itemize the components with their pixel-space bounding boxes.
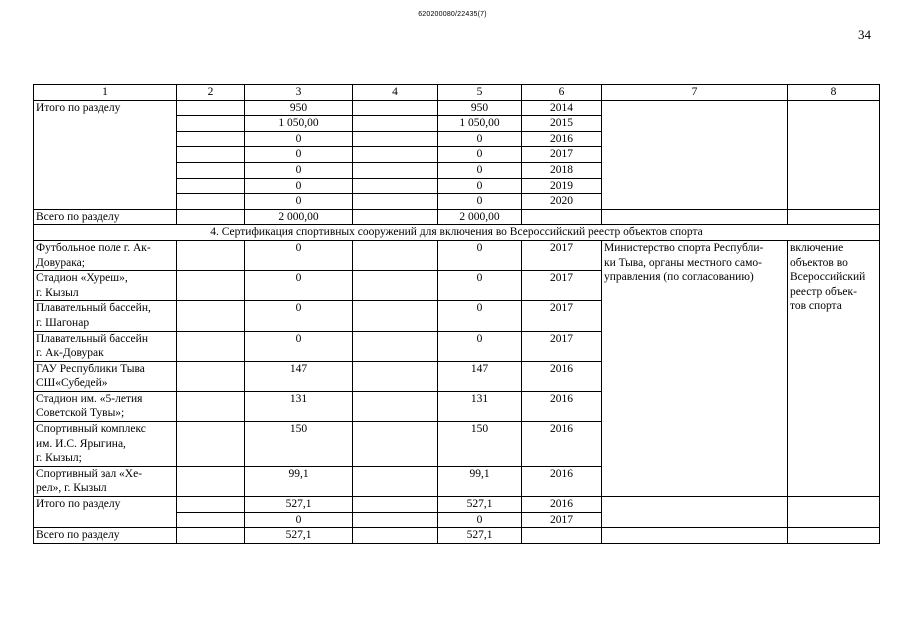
table-cell — [602, 528, 788, 544]
page-number: 34 — [858, 27, 871, 42]
table-cell: 0 — [438, 162, 522, 178]
object-name: Стадион «Хуреш», г. Кызыл — [34, 271, 177, 301]
table-cell — [788, 528, 880, 544]
table-cell: 99,1 — [245, 466, 353, 496]
col-header: 1 — [34, 85, 177, 101]
table-row — [34, 528, 880, 544]
table-cell: 1 050,00 — [245, 116, 353, 132]
table-cell — [353, 466, 438, 496]
table-cell — [353, 194, 438, 210]
col-header: 3 — [245, 85, 353, 101]
col-header: 5 — [438, 85, 522, 101]
table-cell: 527,1 — [438, 528, 522, 544]
table-cell — [602, 497, 788, 528]
table-cell — [353, 361, 438, 391]
table-cell: 950 — [245, 100, 353, 116]
document-id: 620200080/22435(7) — [418, 11, 487, 18]
table-cell: 147 — [438, 361, 522, 391]
table-cell: 0 — [245, 331, 353, 361]
table-cell — [353, 271, 438, 301]
table-cell — [177, 497, 245, 513]
table-cell — [353, 512, 438, 528]
table-cell: 131 — [245, 391, 353, 421]
table-row — [34, 209, 880, 225]
table-cell — [353, 131, 438, 147]
object-name: ГАУ Республики Тыва СШ«Субедей» — [34, 361, 177, 391]
table-row — [34, 240, 880, 270]
table-cell — [177, 422, 245, 467]
table-cell — [353, 301, 438, 331]
table-cell: 1 050,00 — [438, 116, 522, 132]
table-cell: 0 — [245, 131, 353, 147]
table-cell — [788, 100, 880, 209]
object-name: Спортивный комплекс им. И.С. Ярыгина, г. Кызыл; — [34, 422, 177, 467]
table-cell — [177, 162, 245, 178]
table-cell — [177, 131, 245, 147]
table-cell — [177, 116, 245, 132]
table-cell: 0 — [438, 271, 522, 301]
table-cell — [177, 271, 245, 301]
table-cell — [353, 147, 438, 163]
table-cell: 0 — [438, 131, 522, 147]
col-header: 6 — [522, 85, 602, 101]
year-cell: 2016 — [522, 131, 602, 147]
table-cell — [353, 391, 438, 421]
section-title-row — [34, 225, 880, 241]
table-cell — [177, 147, 245, 163]
table-cell: 2 000,00 — [245, 209, 353, 225]
table-cell — [177, 194, 245, 210]
table-cell — [522, 528, 602, 544]
year-cell: 2016 — [522, 466, 602, 496]
col-header: 2 — [177, 85, 245, 101]
object-name: Спортивный зал «Хе- рел», г. Кызыл — [34, 466, 177, 496]
year-cell: 2016 — [522, 391, 602, 421]
row-label: Итого по разделу — [34, 497, 177, 528]
object-name: Стадион им. «5-летия Советской Тувы»; — [34, 391, 177, 421]
table-cell — [353, 331, 438, 361]
row-label: Всего по разделу — [34, 528, 177, 544]
year-cell: 2017 — [522, 331, 602, 361]
table-cell: 150 — [245, 422, 353, 467]
table-cell: 0 — [245, 512, 353, 528]
table-cell: 0 — [438, 147, 522, 163]
object-name: Футбольное поле г. Ак- Довурака; — [34, 240, 177, 270]
table-cell — [177, 528, 245, 544]
table-cell: 0 — [245, 240, 353, 270]
table-cell: 150 — [438, 422, 522, 467]
year-cell: 2016 — [522, 422, 602, 467]
table-cell — [353, 178, 438, 194]
year-cell: 2016 — [522, 361, 602, 391]
table-cell — [177, 240, 245, 270]
table-cell — [353, 497, 438, 513]
table-cell: 147 — [245, 361, 353, 391]
table-cell — [177, 301, 245, 331]
row-label: Итого по разделу — [34, 100, 177, 209]
year-cell: 2018 — [522, 162, 602, 178]
table-cell — [788, 497, 880, 528]
table-row — [34, 100, 880, 116]
table-cell: 0 — [438, 512, 522, 528]
year-cell: 2016 — [522, 497, 602, 513]
table-cell: 0 — [245, 147, 353, 163]
year-cell: 2017 — [522, 147, 602, 163]
table-cell: 0 — [245, 178, 353, 194]
table-cell — [177, 331, 245, 361]
table-cell: 0 — [438, 331, 522, 361]
col-header: 4 — [353, 85, 438, 101]
table-cell: 0 — [245, 194, 353, 210]
table-cell: 0 — [438, 301, 522, 331]
column-number-row — [34, 85, 880, 101]
year-cell: 2019 — [522, 178, 602, 194]
row-label: Всего по разделу — [34, 209, 177, 225]
table-cell — [602, 100, 788, 209]
table-cell — [177, 512, 245, 528]
executor-cell: Министерство спорта Республи- ки Тыва, органы местного само- управления (по согласованию) — [602, 240, 788, 496]
year-cell: 2017 — [522, 271, 602, 301]
table-cell — [177, 361, 245, 391]
section-title: 4. Сертификация спортивных сооружений для включения во Всероссийский реестр объектов спорта — [34, 225, 880, 241]
table-cell: 0 — [245, 301, 353, 331]
table-cell: 527,1 — [245, 497, 353, 513]
year-cell: 2020 — [522, 194, 602, 210]
table-cell: 99,1 — [438, 466, 522, 496]
table-cell: 131 — [438, 391, 522, 421]
table-cell: 0 — [438, 194, 522, 210]
col-header: 7 — [602, 85, 788, 101]
object-name: Плавательный бассейн г. Ак-Довурак — [34, 331, 177, 361]
program-table — [33, 84, 880, 544]
table-cell — [353, 209, 438, 225]
table-cell — [177, 100, 245, 116]
table-row — [34, 497, 880, 513]
table-cell — [602, 209, 788, 225]
table-cell: 0 — [245, 271, 353, 301]
table-cell — [177, 209, 245, 225]
table-cell: 0 — [245, 162, 353, 178]
year-cell: 2017 — [522, 512, 602, 528]
table-cell: 950 — [438, 100, 522, 116]
result-cell: включение объектов во Всероссийский реестр объек- тов спорта — [788, 240, 880, 496]
table-cell: 0 — [438, 240, 522, 270]
table-cell: 0 — [438, 178, 522, 194]
table-cell — [353, 422, 438, 467]
table-cell — [788, 209, 880, 225]
table-cell — [522, 209, 602, 225]
table-cell — [353, 116, 438, 132]
table-cell — [353, 100, 438, 116]
object-name: Плавательный бассейн, г. Шагонар — [34, 301, 177, 331]
year-cell: 2017 — [522, 240, 602, 270]
table-cell: 527,1 — [245, 528, 353, 544]
year-cell: 2014 — [522, 100, 602, 116]
col-header: 8 — [788, 85, 880, 101]
table-cell: 2 000,00 — [438, 209, 522, 225]
year-cell: 2017 — [522, 301, 602, 331]
year-cell: 2015 — [522, 116, 602, 132]
table-cell — [353, 528, 438, 544]
table-cell — [177, 391, 245, 421]
table-cell — [177, 466, 245, 496]
table-cell — [353, 240, 438, 270]
table-cell — [353, 162, 438, 178]
table-cell: 527,1 — [438, 497, 522, 513]
table-cell — [177, 178, 245, 194]
